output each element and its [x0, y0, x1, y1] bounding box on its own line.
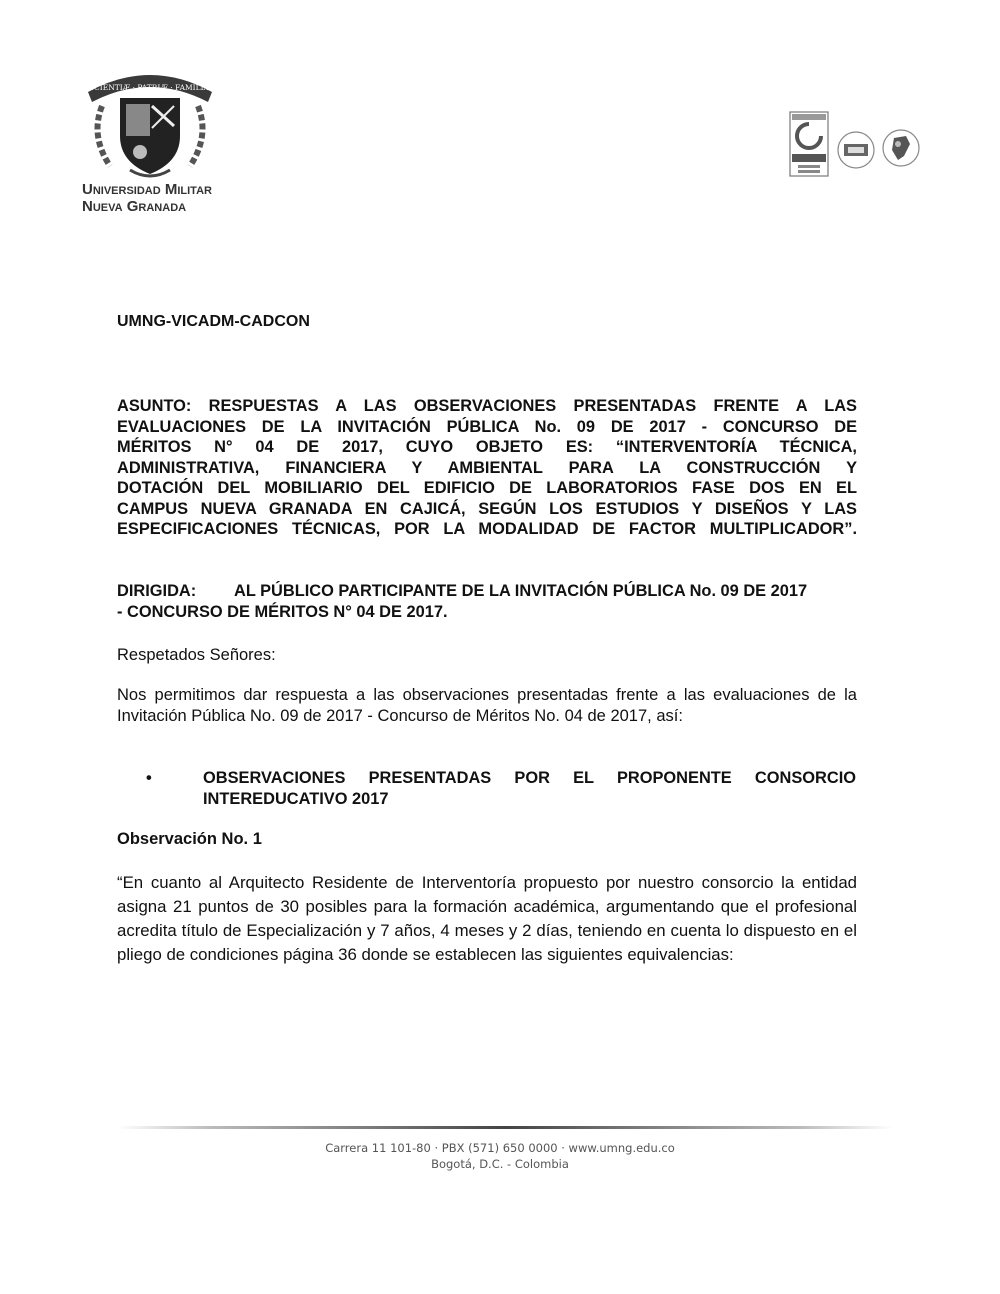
dirigida-label: DIRIGIDA:: [117, 582, 197, 600]
bullet-icon: •: [146, 769, 152, 787]
asunto-line: DOTACIÓN DEL MOBILIARIO DEL EDIFICIO DE LABORATORIOS FASE DOS EN EL: [117, 479, 857, 497]
dirigida-paragraph: [117, 581, 857, 623]
observation-quote: “En cuanto al Arquitecto Residente de Interventoría propuesto por nuestro consorcio la entidad asigna 21 puntos de 30 posibles para la formación académica, argumentando que el profesional acredita título de Especialización y 7 años, 4 meses y 2 días, teniendo en cuenta lo dispuesto en el pliego de condiciones página 36 donde se establecen las siguientes equivalencias:: [117, 873, 857, 964]
salutation: Respetados Señores:: [117, 646, 276, 664]
colombia-seal-icon: [883, 130, 919, 166]
university-name-line2: Nueva Granada: [82, 198, 187, 215]
logo-motto: SCIENTIÆ · PATRIÆ · FAMILIÆ: [88, 83, 212, 92]
bullet-title: OBSERVACIONES PRESENTADAS POR EL PROPONENTE CONSORCIO INTEREDUCATIVO 2017: [203, 769, 856, 808]
asunto-line: CAMPUS NUEVA GRANADA EN CAJICÁ, SEGÚN LOS ESTUDIOS Y DISEÑOS Y LAS: [117, 499, 857, 518]
icontec-certificate-seal-icon: [790, 112, 828, 176]
asunto-paragraph: [117, 396, 857, 540]
dirigida-text-continued: - CONCURSO DE MÉRITOS N° 04 DE 2017.: [117, 603, 448, 621]
asunto-line: ESPECIFICACIONES TÉCNICAS, POR LA MODALIDAD DE FACTOR MULTIPLICADOR”.: [117, 520, 857, 538]
dirigida-text: AL PÚBLICO PARTICIPANTE DE LA INVITACIÓN PÚBLICA No. 09 DE 2017: [234, 582, 808, 600]
asunto-line: EVALUACIONES DE LA INVITACIÓN PÚBLICA No. 09 DE 2017 - CONCURSO DE: [117, 417, 857, 436]
iqnet-seal-icon: [838, 132, 874, 168]
footer-divider: [118, 1126, 893, 1129]
certification-seals: [788, 110, 928, 180]
asunto-line: MÉRITOS N° 04 DE 2017, CUYO OBJETO ES: “INTERVENTORÍA TÉCNICA,: [117, 438, 857, 456]
intro-paragraph: Nos permitimos dar respuesta a las observaciones presentadas frente a las evaluaciones de la Invitación Pública No. 09 de 2017 - Concurso de Méritos No. 04 de 2017, así:: [117, 686, 857, 725]
document-code: UMNG-VICADM-CADCON: [117, 313, 310, 330]
university-name: [82, 181, 222, 215]
footer-city: Bogotá, D.C. - Colombia: [431, 1157, 569, 1171]
observations-bullet: [146, 768, 856, 809]
asunto-line: ADMINISTRATIVA, FINANCIERA Y AMBIENTAL PARA LA CONSTRUCCIÓN Y: [117, 458, 857, 477]
footer-address: Carrera 11 101-80 · PBX (571) 650 0000 · www.umng.edu.co: [325, 1141, 675, 1155]
observation-title: Observación No. 1: [117, 830, 262, 848]
asunto-line: ASUNTO: RESPUESTAS A LAS OBSERVACIONES PRESENTADAS FRENTE A LAS: [117, 397, 857, 415]
university-name-line1: Universidad Militar: [82, 181, 212, 198]
